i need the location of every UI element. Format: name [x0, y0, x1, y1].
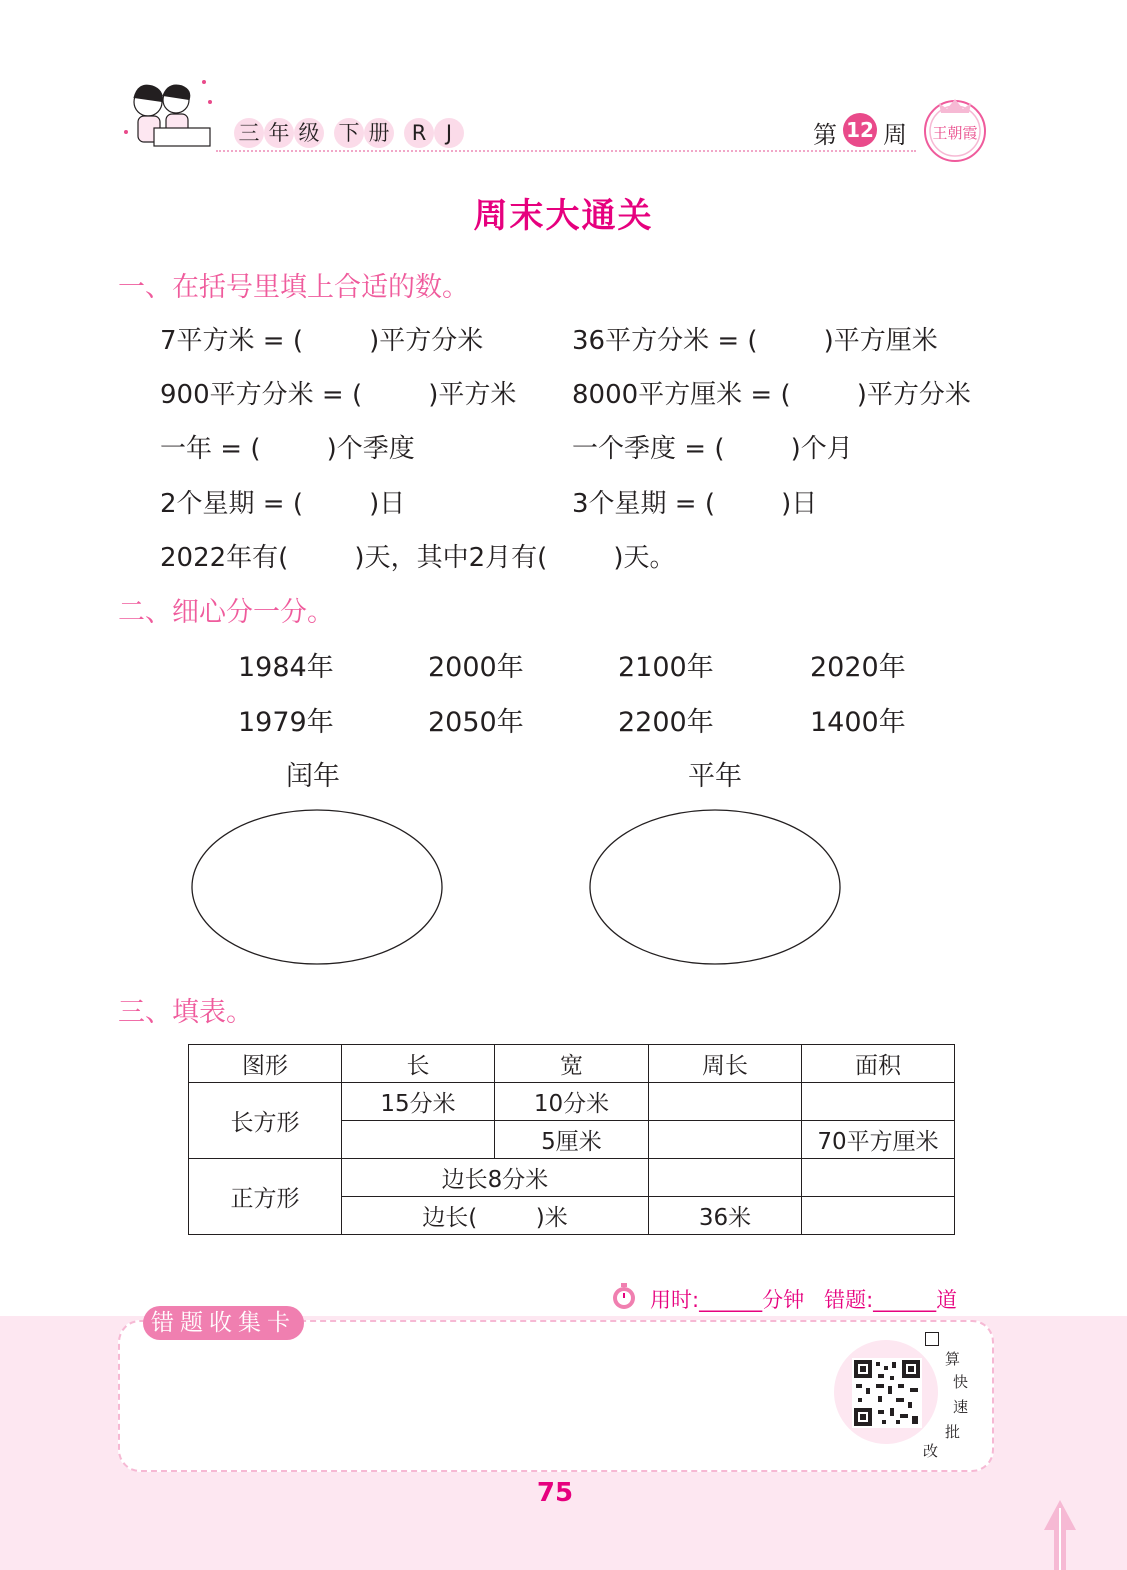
side-char: 批 [945, 1423, 961, 1441]
fill-item: 900平方分米 = ( )平方米 [160, 380, 517, 410]
book-char: 册 [364, 118, 394, 148]
table-cell: 15分米 [342, 1083, 495, 1121]
section1-heading: 一、在括号里填上合适的数。 [118, 272, 469, 303]
fill-item: 3个星期 = ( )日 [572, 489, 818, 519]
header-dotted-line [216, 150, 916, 152]
side-char: 快 [953, 1373, 969, 1391]
author-seal-icon [919, 93, 991, 165]
table-header: 宽 [495, 1045, 649, 1083]
year-item: 2000年 [428, 652, 524, 683]
answer-cell[interactable] [649, 1121, 802, 1159]
arrow-up-icon [1040, 1500, 1080, 1570]
page-number: 75 [536, 1478, 574, 1508]
error-card-label: 错题收集卡 [143, 1306, 304, 1340]
table-row [189, 1159, 955, 1197]
table-cell: 边长8分米 [342, 1159, 649, 1197]
fill-item: 一年 = ( )个季度 [160, 434, 415, 464]
stopwatch-icon [610, 1281, 638, 1311]
fill-item: 36平方分米 = ( )平方厘米 [572, 326, 938, 356]
edition-char: J [434, 118, 464, 148]
answer-cell[interactable] [649, 1083, 802, 1121]
answer-cell[interactable] [802, 1197, 955, 1235]
leap-year-label: 闰年 [286, 761, 340, 792]
year-item: 2100年 [618, 652, 714, 683]
table-header: 图形 [189, 1045, 342, 1083]
edition-char: R [404, 118, 434, 148]
section2-heading: 二、细心分一分。 [118, 597, 334, 628]
answer-cell[interactable] [342, 1121, 495, 1159]
year-item: 1984年 [238, 652, 334, 683]
common-year-label: 平年 [688, 761, 742, 792]
week-suffix: 周 [883, 121, 907, 149]
fill-item: 2022年有( )天，其中2月有( )天。 [160, 543, 676, 573]
table-header: 周长 [649, 1045, 802, 1083]
answer-cell[interactable] [802, 1159, 955, 1197]
answer-cell[interactable] [649, 1159, 802, 1197]
page-title: 周末大通关 [473, 196, 654, 236]
shape-label: 长方形 [189, 1083, 342, 1159]
year-item: 2020年 [810, 652, 906, 683]
fill-item: 2个星期 = ( )日 [160, 489, 406, 519]
grade-char: 三 [234, 118, 264, 148]
common-year-oval [588, 808, 844, 968]
grade-char: 年 [264, 118, 294, 148]
fill-item: 7平方米 = ( )平方分米 [160, 326, 484, 356]
table-header: 面积 [802, 1045, 955, 1083]
table-header-row [189, 1045, 955, 1083]
seal-text: 王朝霞 [932, 124, 978, 142]
side-char: 改 [923, 1442, 939, 1460]
fill-item: 8000平方厘米 = ( )平方分米 [572, 380, 971, 410]
week-prefix: 第 [813, 121, 837, 149]
shape-label: 正方形 [189, 1159, 342, 1235]
table-header: 长 [342, 1045, 495, 1083]
year-item: 2050年 [428, 707, 524, 738]
fill-item: 一个季度 = ( )个月 [572, 434, 853, 464]
table-cell: 边长( )米 [342, 1197, 649, 1235]
leap-year-oval [190, 808, 446, 968]
grade-char: 级 [294, 118, 324, 148]
time-and-errors-record: 用时:______分钟 错题:______道 [650, 1288, 958, 1312]
year-item: 1979年 [238, 707, 334, 738]
answer-cell[interactable] [802, 1083, 955, 1121]
children-mascot-icon [118, 72, 218, 158]
side-char: 算 [945, 1350, 961, 1368]
shape-table [188, 1044, 955, 1235]
table-row [189, 1083, 955, 1121]
year-item: 2200年 [618, 707, 714, 738]
table-cell: 70平方厘米 [802, 1121, 955, 1159]
table-cell: 36米 [649, 1197, 802, 1235]
checkbox-icon [925, 1332, 939, 1346]
table-cell: 5厘米 [495, 1121, 649, 1159]
week-number-badge: 12 [843, 113, 877, 147]
table-cell: 10分米 [495, 1083, 649, 1121]
year-item: 1400年 [810, 707, 906, 738]
section3-heading: 三、填表。 [118, 997, 253, 1028]
book-char: 下 [334, 118, 364, 148]
qr-code-icon[interactable] [852, 1358, 922, 1428]
side-char: 速 [953, 1398, 969, 1416]
